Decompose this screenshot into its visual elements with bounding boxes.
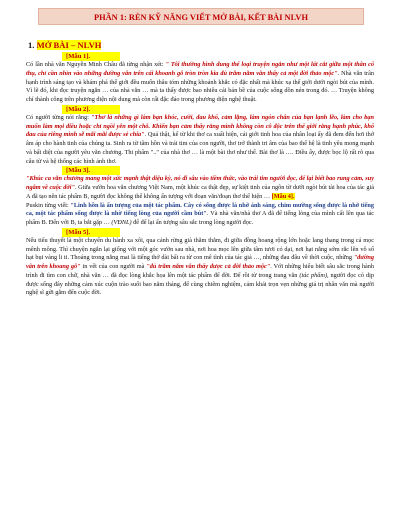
sample-tag: [Mẫu 2]. <box>62 105 120 114</box>
body-text: . Với những hiểu biết sâu sắc trong hành trình đi tìm con chữ, nhà văn … đã đọc lòng khắc họa lên một tác phẩm để đời. Để rồi từ trong trang văn <box>26 263 375 279</box>
quote-text: "đủ trăm năm vẫn thấy được cả đời thảo mộc" <box>146 263 271 270</box>
quote-text: "Linh hồn là ấn tượng của một tác phẩm. Cây có sống được là nhờ ánh sáng, chim mường sống được là nhờ tiếng ca, một tác phẩm sống được là nhờ tiếng lòng của người cầm bút" <box>26 201 374 218</box>
sample-paragraph <box>26 175 374 201</box>
sample-tag: [Mẫu 1]. <box>62 52 120 61</box>
document-body <box>26 52 374 298</box>
quote-text: [Mẫu 4]. <box>271 192 295 200</box>
body-text: , người đọc có dịp được sống đây những cảm xúc cuộn trào suối bao năm tháng, để cùng chiêm nghiệm, cảm khái trọn vẹn những giá trị nhân văn mà người nghệ sĩ gửi gắm đến cuộc đời. <box>26 271 374 297</box>
body-text: . Và nhà văn/nhà thơ A đã để tiếng lòng của mình cất lên qua tác phẩm B. Đến với B, ta bắt gặp … <box>26 210 374 226</box>
sample-paragraph <box>26 114 374 167</box>
body-text: Có người từng nói rằng: <box>26 113 92 121</box>
body-text: Puskin từng viết: <box>26 201 71 209</box>
quote-text: "đường vân trên khoang gỗ" <box>26 254 374 270</box>
page-title: PHẦN 1: RÈN KỸ NĂNG VIẾT MỞ BÀI, KẾT BÀI NLVH <box>38 8 364 25</box>
body-text: in vết của con người mà <box>80 263 147 270</box>
quote-text: "Thơ là những gì làm bạn khóc, cười, đau khổ, cảm lặng, làm ngón chân của bạn lạnh lẽo, làm cho bạn muốn làm mọi điều hoặc chỉ ngồi yên một chỗ. Khiến bạn cảm thấy rằng mình không còn cô độc trên thế giới rằng hạnh phúc, khổ đau của riêng mình sẽ mãi mãi được sẻ chia" <box>26 113 374 139</box>
quote-text: "Khúc ca văn chương mang một sức mạnh thật diệu kỳ, nó đi sâu vào tiềm thức, vào trái tim người đọc, để lại biết bao rung cảm, suy ngẫm về cuộc đời" <box>26 175 374 191</box>
body-text: Có lần nhà văn Nguyễn Minh Châu đã từng nhận xét: <box>26 61 166 68</box>
quote-text: " Tôi thường hình dung thể loại truyện ngắn như một lát cắt giữa một thân cổ thụ, chỉ cần nhìn vào những đường vân trên cái khoanh gỗ tròn tròn kia đủ trăm năm vẫn thấy cả một đời thảo mộc" <box>26 61 375 77</box>
section-number: 1. <box>28 40 35 50</box>
body-text: để để lại ấn tượng sâu sắc trong lòng người đọc. <box>131 219 254 226</box>
sample-paragraph <box>26 202 374 228</box>
sample-paragraph <box>26 61 374 105</box>
body-text: . Nhà văn trân hạnh trình sáng tạo và khám phá thế giới đều muốn thâu tóm những khoảnh khắc có đặc nhất mà khúc xạ thế giới dưới ngòi bút của mình. Vì lẽ đó, khi đọc truyện ngắn … của nhà văn … mà ta thấy được bao nhiêu cái bản bề của cuộc sống dồn nén trong đó. … Truyện không chỉ thành công trên phương diện nội dung mà còn rất đặc đáo trong phương diện nghệ thuật. <box>26 69 375 103</box>
section-heading <box>28 40 101 50</box>
quote-text: (tác phẩm) <box>299 271 328 279</box>
quote-text: (VĐNL) <box>111 219 132 226</box>
body-text: . Giữa vườn hoa văn chương Việt Nam, một khúc ca thật đẹp, sự kiệt tinh của ngôn từ dưới ngòi bút tài hoa của tác giả A đã tạo nên tác phẩm B, người đọc không thể không ấn tượng với đoạn văn/đoạn thơ thể hiện … <box>26 184 374 200</box>
body-text: Nếu tiểu thuyết là một chuyến du hành xa xôi, qua cảnh rừng già thăm thẳm, đi giữa đồng hoang rộng lớn hoặc lang thang trong cả mọc mênh mông. Thì chuyện ngắn lại giống với một góc vườn sau nhà, nơi hoa mọc lên giữa tâm tươi cỏ dại, nơi hạt nắng sớm rắc lên vô số hạt bụi vàng li ti. Thoáng trong nắng mai là tiếng thở dài bất ra từ con mê tình của tác giả …, những đau đâu về thời cuộc, những <box>26 236 374 262</box>
sample-tag: [Mẫu 5]. <box>62 228 120 237</box>
body-text: . Quả thật, kể từ khi thơ ca xuất hiện, cái giới tinh hoa của nhân loại ấy đã đem đến hơi thở âm áp cho hành tinh của chúng ta. Sinh ra từ tâm hồn và trái tim của con người, thơ trở thành tri âm của bao thế hệ là tinh yêu mong mạnh và bất diệt của người yêu văn chương. Thi phẩm ".." của nhà thơ … là một bài thơ như thế. Bài thơ là …. Điều ấy, được bọc lộ rất rõ qua câu từ và hệ thống các hình ảnh thơ. <box>26 131 375 165</box>
sample-paragraph <box>26 237 374 298</box>
sample-tag: [Mẫu 3]. <box>62 166 120 175</box>
section-label: MỞ BÀI – NLVH <box>36 40 102 50</box>
